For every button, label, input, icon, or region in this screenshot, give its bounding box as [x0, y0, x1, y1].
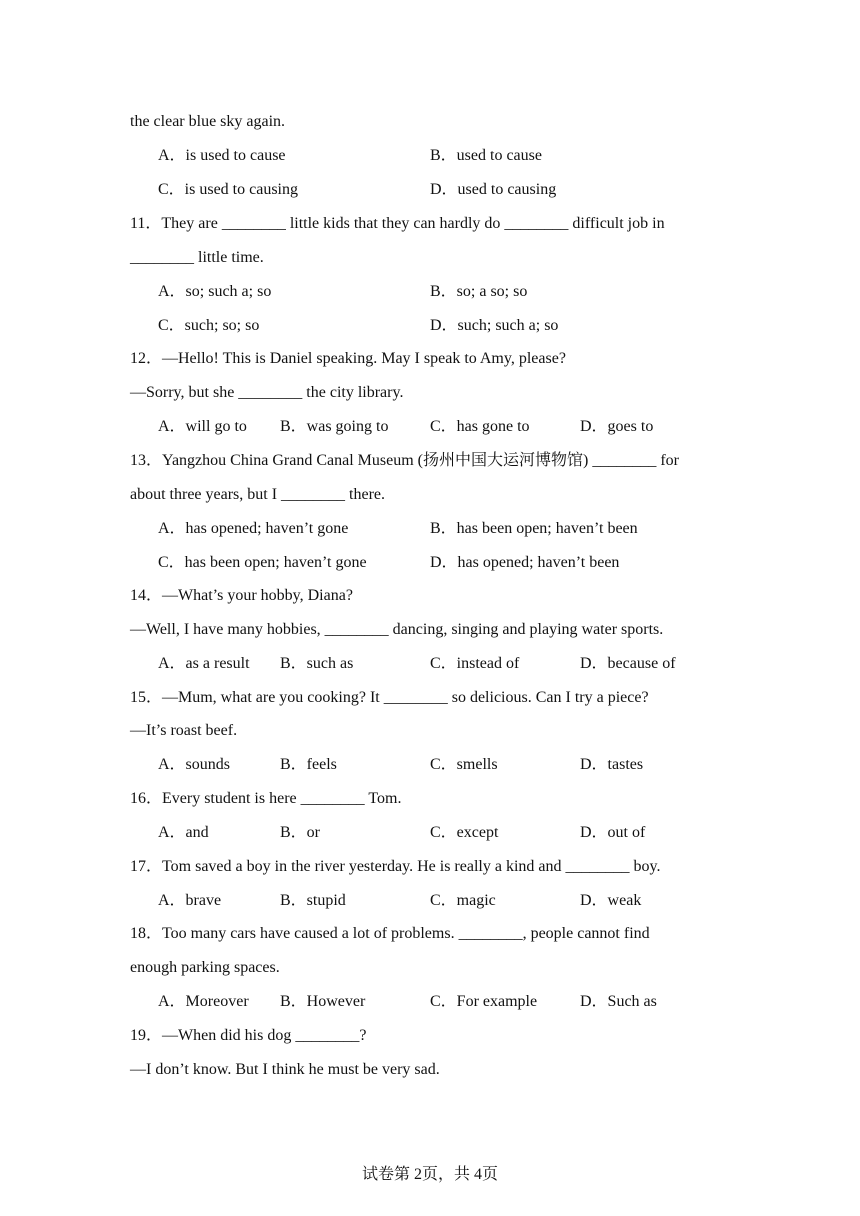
q14-option-d: D．because of	[580, 655, 676, 672]
q10-option-b: B．used to cause	[430, 147, 542, 164]
q12-text: 12．—Hello! This is Daniel speaking. May I speak to Amy, please?	[130, 350, 566, 367]
q18-option-a: A．Moreover	[158, 993, 249, 1010]
q16-text: 16．Every student is here ________ Tom.	[130, 790, 402, 807]
q14-text-cont: —Well, I have many hobbies, ________ dancing, singing and playing water sports.	[130, 621, 664, 638]
q16-option-c: C．except	[430, 824, 499, 841]
question-text-line: the clear blue sky again.	[130, 113, 286, 130]
q18-option-d: D．Such as	[580, 993, 657, 1010]
q11-option-c: C．such; so; so	[158, 317, 260, 334]
q12-option-d: D．goes to	[580, 418, 654, 435]
q13-option-a: A．has opened; haven’t gone	[158, 520, 349, 537]
q19-text: 19．—When did his dog ________?	[130, 1027, 367, 1044]
q12-option-a: A．will go to	[158, 418, 247, 435]
q10-option-d: D．used to causing	[430, 181, 557, 198]
q11-option-b: B．so; a so; so	[430, 283, 528, 300]
page-footer: 试卷第 2页，共 4页	[361, 1166, 498, 1183]
q18-option-c: C．For example	[430, 993, 538, 1010]
q10-option-a: A．is used to cause	[158, 147, 286, 164]
q18-text-cont: enough parking spaces.	[130, 959, 280, 976]
q12-option-c: C．has gone to	[430, 418, 530, 435]
q11-option-d: D．such; such a; so	[430, 317, 559, 334]
q11-option-a: A．so; such a; so	[158, 283, 272, 300]
q13-option-b: B．has been open; haven’t been	[430, 520, 638, 537]
q19-text-cont: —I don’t know. But I think he must be very sad.	[130, 1061, 440, 1078]
q17-option-d: D．weak	[580, 892, 642, 909]
q15-option-c: C．smells	[430, 756, 498, 773]
q18-text: 18．Too many cars have caused a lot of problems. ________, people cannot find	[130, 925, 650, 942]
q17-text: 17．Tom saved a boy in the river yesterday. He is really a kind and ________ boy.	[130, 858, 661, 875]
q15-option-d: D．tastes	[580, 756, 644, 773]
q17-option-a: A．brave	[158, 892, 222, 909]
q15-text: 15．—Mum, what are you cooking? It ________ so delicious. Can I try a piece?	[130, 689, 649, 706]
q17-option-c: C．magic	[430, 892, 496, 909]
q14-option-a: A．as a result	[158, 655, 250, 672]
q13-option-c: C．has been open; haven’t gone	[158, 554, 367, 571]
q12-option-b: B．was going to	[280, 418, 389, 435]
q16-option-a: A．and	[158, 824, 209, 841]
q15-option-a: A．sounds	[158, 756, 231, 773]
q18-option-b: B．However	[280, 993, 366, 1010]
q10-option-c: C．is used to causing	[158, 181, 298, 198]
q14-option-b: B．such as	[280, 655, 354, 672]
q11-text: 11．They are ________ little kids that they can hardly do ________ difficult job in	[130, 215, 665, 232]
q16-option-d: D．out of	[580, 824, 646, 841]
q13-option-d: D．has opened; haven’t been	[430, 554, 620, 571]
q15-text-cont: —It’s roast beef.	[130, 722, 238, 739]
q13-text-cont: about three years, but I ________ there.	[130, 486, 386, 503]
q17-option-b: B．stupid	[280, 892, 346, 909]
q15-option-b: B．feels	[280, 756, 337, 773]
q11-text-cont: ________ little time.	[130, 249, 264, 266]
q13-text: 13．Yangzhou China Grand Canal Museum (扬州中国大运河博物馆) ________ for	[130, 452, 679, 469]
q14-text: 14．—What’s your hobby, Diana?	[130, 587, 353, 604]
q14-option-c: C．instead of	[430, 655, 520, 672]
q12-text-cont: —Sorry, but she ________ the city library.	[130, 384, 404, 401]
q16-option-b: B．or	[280, 824, 321, 841]
